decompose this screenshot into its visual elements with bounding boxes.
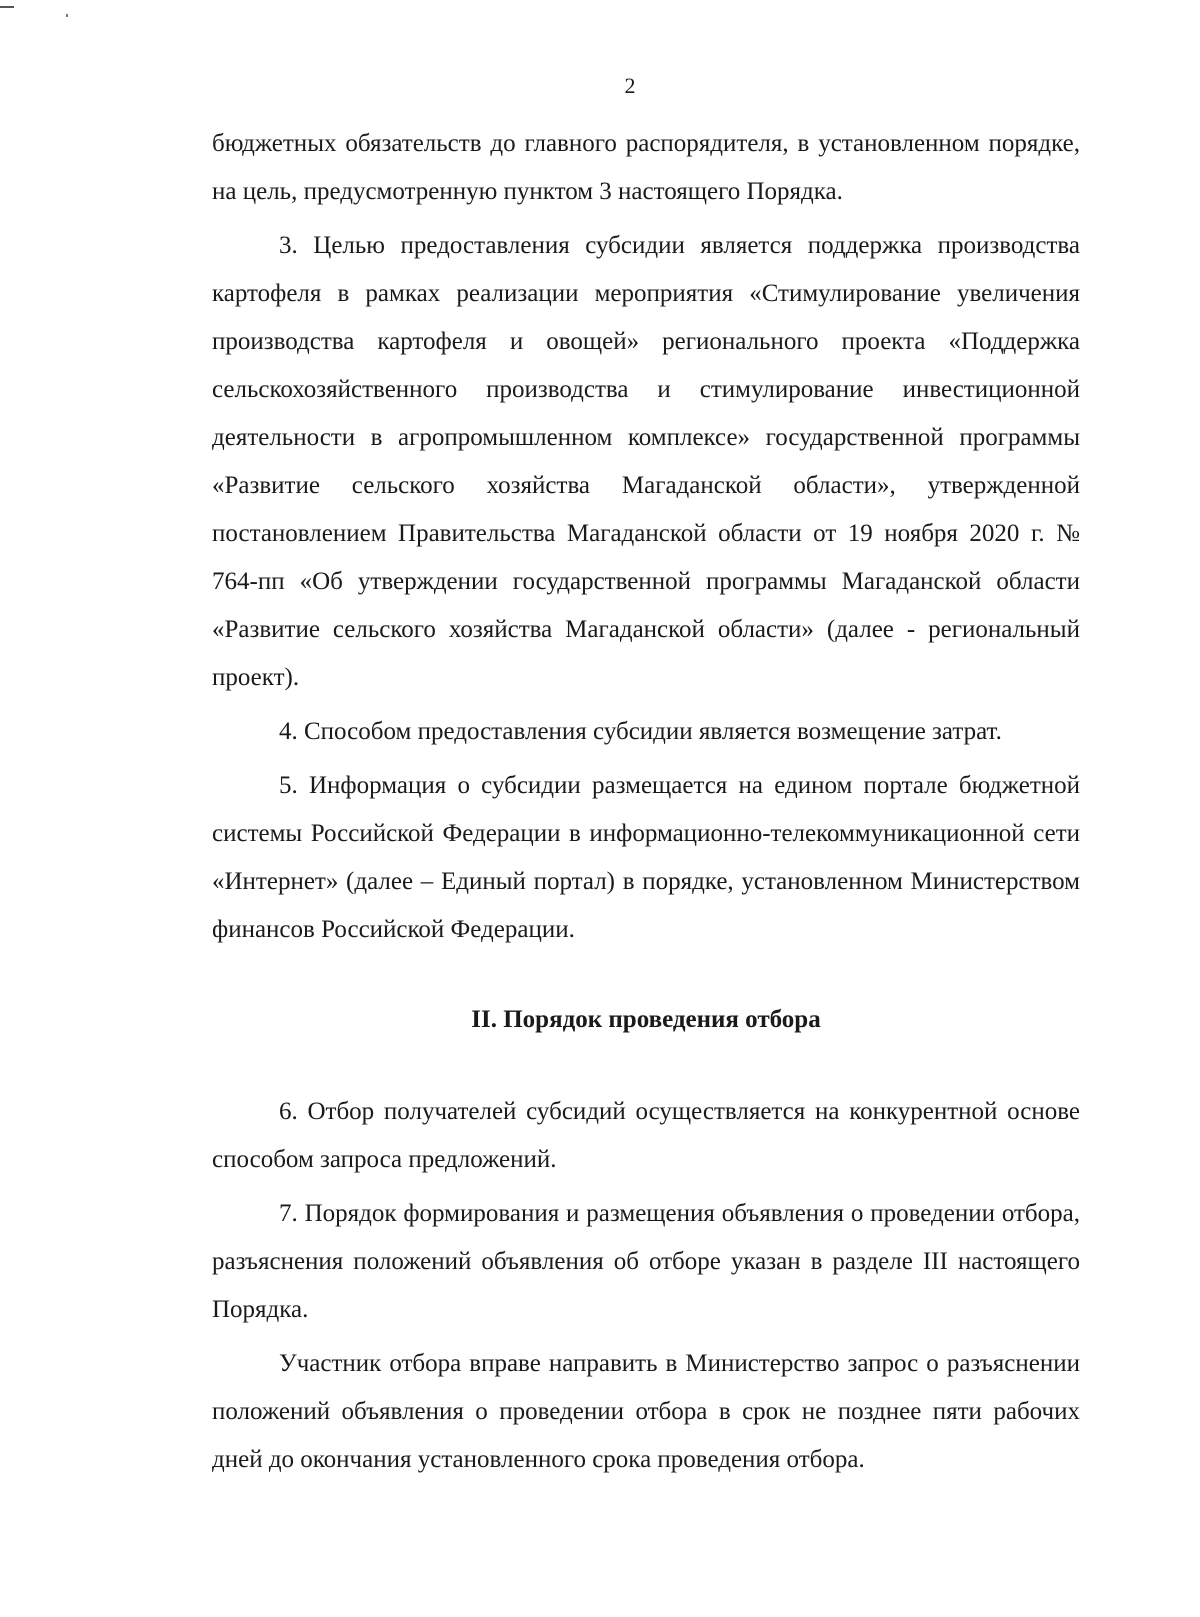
document-body [212, 120, 1080, 1484]
paragraph-item-4: 4. Способом предоставления субсидии является возмещение затрат. [279, 718, 1002, 745]
scan-artifact-dot [66, 14, 68, 17]
paragraph-item-3: 3. Целью предоставления субсидии является поддержка производства картофеля в рамках реализации мероприятия «Стимулирование увеличения производства картофеля и овощей» регионального проекта «Поддержка сельскохозяйственного производства и стимулирование инвестиционной деятельности в агропромышленном комплексе» государственной программы «Развитие сельского хозяйства Магаданской области», утвержденной постановлением Правительства Магаданской области от 19 ноября 2020 г. № 764-пп «Об утверждении государственной программы Магаданской области «Развитие сельского хозяйства Магаданской области» (далее - региональный проект). [212, 232, 1080, 691]
paragraph-participant-request: Участник отбора вправе направить в Министерство запрос о разъяснении положений объявления о проведении отбора в срок не позднее пяти рабочих дней до окончания установленного срока проведения отбора. [212, 1350, 1080, 1473]
page-number: 2 [624, 73, 636, 98]
paragraph-item-6: 6. Отбор получателей субсидий осуществляется на конкурентной основе способом запроса предложений. [212, 1098, 1080, 1173]
section-heading: II. Порядок проведения отбора [471, 1006, 821, 1033]
paragraph-item-7: 7. Порядок формирования и размещения объявления о проведении отбора, разъяснения положений объявления об отборе указан в разделе III настоящего Порядка. [212, 1200, 1080, 1323]
paragraph-continuation: бюджетных обязательств до главного распорядителя, в установленном порядке, на цель, предусмотренную пунктом 3 настоящего Порядка. [212, 130, 1080, 205]
paragraph-item-5: 5. Информация о субсидии размещается на едином портале бюджетной системы Российской Федерации в информационно-телекоммуникационной сети «Интернет» (далее – Единый портал) в порядке, установленном Министерством финансов Российской Федерации. [212, 772, 1080, 943]
scan-artifact-mark [0, 6, 14, 8]
